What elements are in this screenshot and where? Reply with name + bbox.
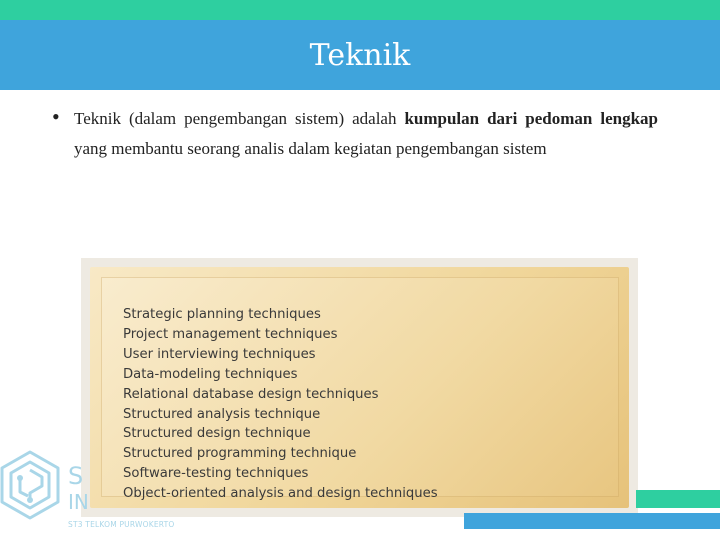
technique-item: Structured programming technique (123, 446, 357, 462)
technique-item: Project management techniques (123, 326, 338, 342)
technique-item: Structured analysis technique (123, 406, 321, 422)
bullet-point (52, 104, 658, 164)
technique-item: Strategic planning techniques (123, 307, 321, 322)
logo-subtitle: ST3 TELKOM PURWOKERTO (68, 520, 175, 529)
bullet-dot-icon: • (52, 104, 60, 129)
slide-title: Teknik (309, 37, 411, 73)
logo-text-in: IN (68, 490, 89, 514)
technique-item: Software-testing techniques (123, 466, 309, 482)
bullet-text-bold: kumpulan dari pedoman lengkap (404, 109, 658, 128)
technique-item: Object-oriented analysis and design techniques (123, 486, 438, 502)
technique-item: User interviewing techniques (123, 346, 316, 362)
technique-item: Data-modeling techniques (123, 366, 298, 382)
bullet-text-before: Teknik (dalam pengembangan sistem) adalah (74, 109, 405, 128)
logo-text-big: S (68, 462, 84, 490)
bottom-accent-green (636, 490, 720, 508)
figure-background (90, 267, 629, 508)
technique-item: Relational database design techniques (123, 386, 379, 402)
top-accent-stripe (0, 0, 720, 20)
bullet-text-after: yang membantu seorang analis dalam kegiatan pengembangan sistem (74, 139, 547, 158)
title-band (0, 20, 720, 90)
bottom-accent-blue (464, 513, 720, 529)
technique-item: Structured design technique (123, 426, 311, 442)
slide-content (52, 104, 658, 164)
techniques-list (123, 305, 438, 504)
techniques-figure (81, 258, 638, 517)
figure-panel (101, 277, 619, 502)
